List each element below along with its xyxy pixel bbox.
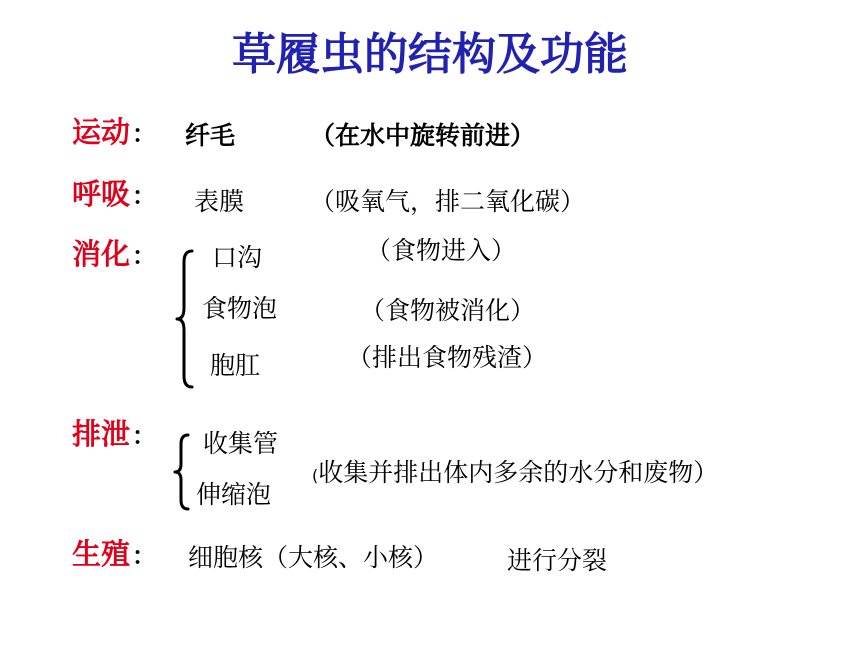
note-excretion: (收集并排出体内多余的水分和废物） [312, 458, 719, 487]
label-excretion: 排泄： [72, 417, 157, 451]
label-breathing: 呼吸： [72, 177, 157, 211]
item-cytoproct: 胞肛 [210, 351, 261, 380]
page-title: 草履虫的结构及功能 [232, 29, 628, 80]
colon: ： [132, 242, 157, 270]
item-oral-groove: 口沟 [212, 243, 263, 272]
note-breathing: （吸氧气，排二氧化碳） [310, 187, 586, 216]
colon: ： [132, 182, 157, 210]
colon: ： [132, 422, 157, 450]
note-food-vacuole: （食物被消化） [360, 296, 536, 325]
colon: ： [132, 120, 157, 148]
note-reproduction: 进行分裂 [507, 546, 608, 575]
item-food-vacuole: 食物泡 [202, 294, 278, 323]
note-movement: （在水中旋转前进） [310, 121, 536, 150]
item-collecting-canal: 收集管 [203, 429, 279, 458]
label-movement: 运动： [72, 115, 157, 149]
item-pellicle: 表膜 [194, 187, 245, 216]
label-digestion: 消化： [72, 237, 157, 271]
colon: ： [132, 542, 157, 570]
brace-digestion [174, 248, 196, 390]
item-contractile-vacuole: 伸缩泡 [196, 480, 272, 509]
item-nucleus: 细胞核（大核、小核） [188, 543, 439, 572]
note-cytoproct: （排出食物残渣） [347, 343, 548, 372]
note-oral-groove: （食物进入） [366, 236, 517, 265]
label-reproduction: 生殖： [72, 537, 157, 571]
item-cilia: 纤毛 [185, 121, 236, 150]
brace-excretion [172, 432, 192, 512]
